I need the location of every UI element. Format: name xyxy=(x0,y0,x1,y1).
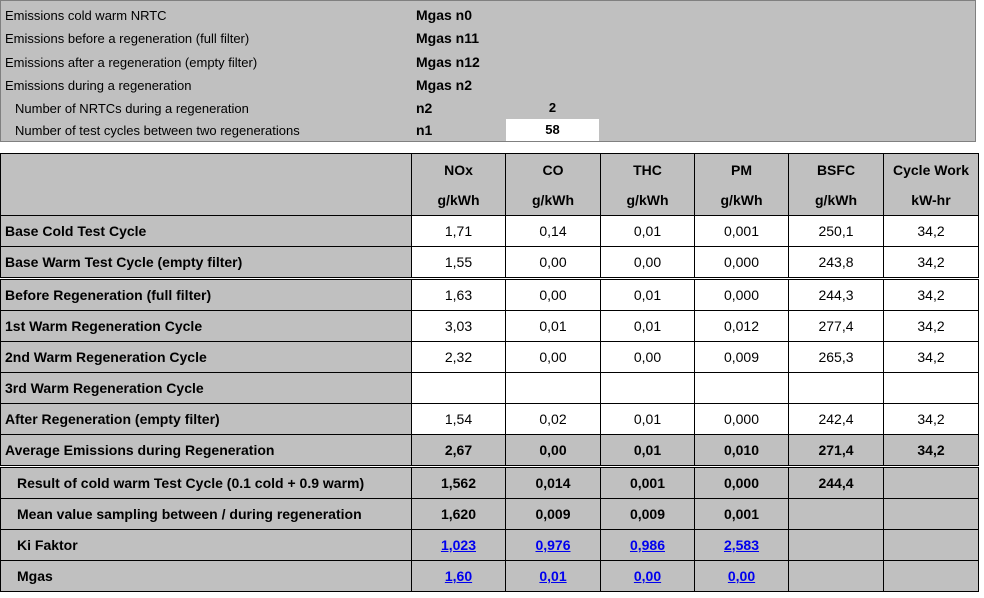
table-cell[interactable] xyxy=(695,373,789,404)
info-symbol: Mgas n11 xyxy=(416,30,480,46)
table-cell[interactable]: 0,01 xyxy=(601,216,695,247)
unit-header: g/kWh xyxy=(506,185,601,216)
table-cell[interactable] xyxy=(789,373,884,404)
table-cell: 0,014 xyxy=(506,467,601,499)
table-cell[interactable]: 0,000 xyxy=(695,247,789,279)
column-header: PM xyxy=(695,154,789,186)
table-cell[interactable]: 0,001 xyxy=(695,216,789,247)
table-cell[interactable]: 34,2 xyxy=(884,311,979,342)
table-row xyxy=(1,467,979,499)
table-cell[interactable] xyxy=(601,373,695,404)
table-cell[interactable]: 3,03 xyxy=(412,311,506,342)
unit-header: g/kWh xyxy=(695,185,789,216)
row-label: Base Cold Test Cycle xyxy=(1,216,412,247)
mgas-link-nox[interactable]: 1,60 xyxy=(444,568,473,584)
info-symbol: n2 xyxy=(416,100,433,116)
info-row xyxy=(1,74,975,97)
table-cell: 0,010 xyxy=(695,435,789,467)
table-row xyxy=(1,530,979,561)
table-row xyxy=(1,435,979,467)
info-label: Emissions after a regeneration (empty filter) xyxy=(5,55,258,70)
table-cell[interactable]: 265,3 xyxy=(789,342,884,373)
column-header: BSFC xyxy=(789,154,884,186)
table-cell[interactable]: 0,14 xyxy=(506,216,601,247)
table-cell[interactable]: 0,02 xyxy=(506,404,601,435)
ki-link-co[interactable]: 0,976 xyxy=(535,537,571,553)
table-cell xyxy=(695,561,789,592)
table-cell[interactable]: 244,3 xyxy=(789,279,884,311)
table-row xyxy=(1,404,979,435)
ki-link-nox[interactable]: 1,023 xyxy=(440,537,477,553)
unit-header: g/kWh xyxy=(789,185,884,216)
table-cell: 0,01 xyxy=(601,435,695,467)
table-cell[interactable]: 0,01 xyxy=(601,311,695,342)
table-cell: 2,67 xyxy=(412,435,506,467)
table-cell: 244,4 xyxy=(789,467,884,499)
table-row xyxy=(1,342,979,373)
row-label: 3rd Warm Regeneration Cycle xyxy=(1,373,412,404)
row-label: Average Emissions during Regeneration xyxy=(1,435,412,467)
table-row xyxy=(1,247,979,279)
table-cell[interactable]: 0,000 xyxy=(695,404,789,435)
row-label: Base Warm Test Cycle (empty filter) xyxy=(1,247,412,279)
table-cell: 1,620 xyxy=(412,499,506,530)
table-cell xyxy=(884,561,979,592)
table-cell[interactable] xyxy=(412,373,506,404)
unit-header: g/kWh xyxy=(412,185,506,216)
table-cell[interactable]: 0,00 xyxy=(601,342,695,373)
table-cell: 0,000 xyxy=(695,467,789,499)
info-label: Number of test cycles between two regenerations xyxy=(15,123,300,138)
table-row xyxy=(1,311,979,342)
table-cell: 0,001 xyxy=(695,499,789,530)
unit-header: g/kWh xyxy=(601,185,695,216)
table-cell[interactable]: 34,2 xyxy=(884,279,979,311)
table-cell xyxy=(789,561,884,592)
info-label: Emissions cold warm NRTC xyxy=(5,8,167,23)
table-cell[interactable]: 242,4 xyxy=(789,404,884,435)
nrtc-count-value[interactable]: 2 xyxy=(548,100,557,115)
table-cell xyxy=(884,499,979,530)
info-row xyxy=(1,97,975,120)
info-panel xyxy=(0,0,976,142)
table-cell[interactable]: 1,55 xyxy=(412,247,506,279)
table-cell[interactable]: 1,63 xyxy=(412,279,506,311)
table-cell[interactable]: 0,00 xyxy=(601,247,695,279)
table-cell[interactable]: 243,8 xyxy=(789,247,884,279)
info-row xyxy=(1,119,975,142)
table-cell[interactable]: 277,4 xyxy=(789,311,884,342)
table-cell[interactable]: 0,01 xyxy=(601,404,695,435)
header-corner xyxy=(1,154,412,186)
table-cell: 0,009 xyxy=(601,499,695,530)
table-cell[interactable] xyxy=(884,373,979,404)
mgas-link-co[interactable]: 0,01 xyxy=(539,568,567,584)
info-row xyxy=(1,27,975,50)
table-cell: 34,2 xyxy=(884,435,979,467)
info-symbol: Mgas n2 xyxy=(416,77,473,93)
info-row xyxy=(1,51,975,74)
table-cell xyxy=(506,561,601,592)
header-row xyxy=(1,154,979,186)
table-row xyxy=(1,561,979,592)
table-cell xyxy=(601,530,695,561)
column-header: Cycle Work xyxy=(884,154,979,186)
info-label: Number of NRTCs during a regeneration xyxy=(15,101,249,116)
table-cell[interactable]: 2,32 xyxy=(412,342,506,373)
table-cell[interactable]: 0,000 xyxy=(695,279,789,311)
table-cell: 1,562 xyxy=(412,467,506,499)
table-cell xyxy=(884,467,979,499)
row-label: Ki Faktor xyxy=(1,530,412,561)
table-cell xyxy=(412,530,506,561)
table-cell[interactable]: 34,2 xyxy=(884,216,979,247)
table-cell[interactable]: 1,71 xyxy=(412,216,506,247)
info-symbol: n1 xyxy=(416,122,433,138)
row-label: Mean value sampling between / during regeneration xyxy=(1,499,412,530)
info-symbol: Mgas n12 xyxy=(416,54,480,70)
emissions-table xyxy=(0,153,979,592)
row-label: Mgas xyxy=(1,561,412,592)
column-header: CO xyxy=(506,154,601,186)
table-cell[interactable]: 34,2 xyxy=(884,404,979,435)
table-cell[interactable]: 1,54 xyxy=(412,404,506,435)
table-cell[interactable]: 34,2 xyxy=(884,342,979,373)
column-header: THC xyxy=(601,154,695,186)
table-row xyxy=(1,279,979,311)
table-cell xyxy=(789,530,884,561)
table-cell: 271,4 xyxy=(789,435,884,467)
row-label: 2nd Warm Regeneration Cycle xyxy=(1,342,412,373)
table-cell[interactable]: 0,012 xyxy=(695,311,789,342)
info-symbol: Mgas n0 xyxy=(416,7,473,23)
ki-link-pm[interactable]: 2,583 xyxy=(723,537,760,553)
table-cell[interactable]: 250,1 xyxy=(789,216,884,247)
row-label: Result of cold warm Test Cycle (0.1 cold + 0.9 warm) xyxy=(1,467,412,499)
table-row xyxy=(1,373,979,404)
table-cell xyxy=(789,499,884,530)
table-cell: 0,001 xyxy=(601,467,695,499)
table-cell[interactable]: 0,00 xyxy=(506,247,601,279)
table-cell[interactable]: 34,2 xyxy=(884,247,979,279)
table-cell xyxy=(601,561,695,592)
unit-header: kW-hr xyxy=(884,185,979,216)
table-cell[interactable]: 0,009 xyxy=(695,342,789,373)
ki-link-thc[interactable]: 0,986 xyxy=(629,537,666,553)
table-cell[interactable]: 0,00 xyxy=(506,279,601,311)
mgas-link-pm[interactable]: 0,00 xyxy=(727,568,756,584)
row-label: After Regeneration (empty filter) xyxy=(1,404,412,435)
table-cell: 0,00 xyxy=(506,435,601,467)
units-row xyxy=(1,185,979,216)
test-cycles-value[interactable]: 58 xyxy=(506,119,599,141)
info-label: Emissions before a regeneration (full filter) xyxy=(5,31,250,46)
table-cell xyxy=(412,561,506,592)
table-cell[interactable]: 0,01 xyxy=(506,311,601,342)
table-row xyxy=(1,216,979,247)
table-cell xyxy=(695,530,789,561)
info-row xyxy=(1,4,975,27)
row-label: Before Regeneration (full filter) xyxy=(1,279,412,311)
info-label: Emissions during a regeneration xyxy=(5,78,192,93)
row-label: 1st Warm Regeneration Cycle xyxy=(1,311,412,342)
table-cell xyxy=(506,530,601,561)
table-cell[interactable]: 0,01 xyxy=(601,279,695,311)
table-cell[interactable]: 0,00 xyxy=(506,342,601,373)
column-header: NOx xyxy=(412,154,506,186)
table-row xyxy=(1,499,979,530)
mgas-link-thc[interactable]: 0,00 xyxy=(633,568,662,584)
table-cell[interactable] xyxy=(506,373,601,404)
units-corner xyxy=(1,185,412,216)
table-cell: 0,009 xyxy=(506,499,601,530)
table-cell xyxy=(884,530,979,561)
